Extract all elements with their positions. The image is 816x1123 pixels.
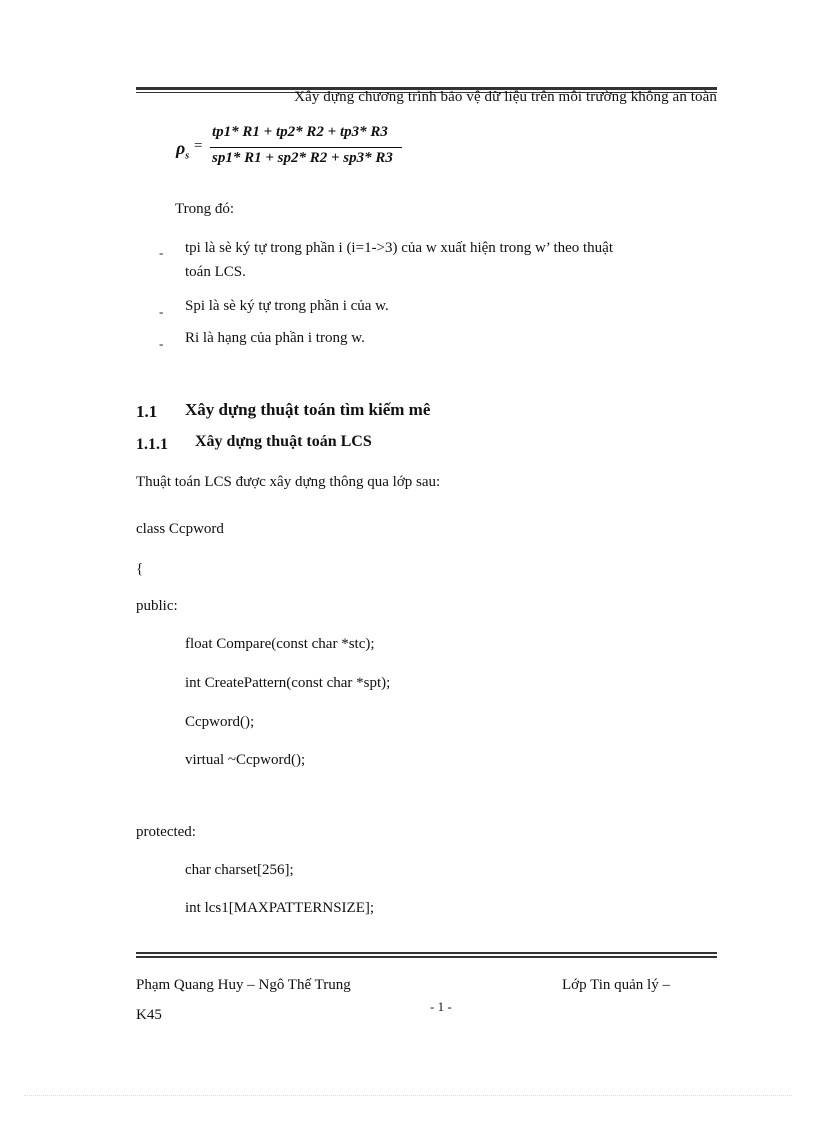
paragraph: Thuật toán LCS được xây dựng thông qua lớp sau: xyxy=(136,474,441,490)
code-line: public: xyxy=(136,598,178,614)
formula-numerator: tp1* R1 + tp2* R2 + tp3* R3 xyxy=(212,124,388,140)
bullet-item: Spi là sè ký tự trong phần i của w. xyxy=(185,298,389,314)
running-header: Xây dựng chương trình bảo vệ dữ liệu trên môi trường không an toàn xyxy=(294,89,717,105)
formula-equals: = xyxy=(194,138,203,154)
footer-rule-top xyxy=(136,952,717,954)
section-number: 1.1 xyxy=(136,402,158,421)
bullet-line: toán LCS. xyxy=(185,264,246,280)
code-line: int lcs1[MAXPATTERNSIZE]; xyxy=(185,900,375,916)
subsection-number: 1.1.1 xyxy=(136,436,168,453)
code-line: Ccpword(); xyxy=(185,714,255,730)
code-line: virtual ~Ccpword(); xyxy=(185,752,306,768)
footer-class-cont: K45 xyxy=(136,1007,162,1023)
bullet-line: tpi là sè ký tự trong phần i (i=1->3) của w xuất hiện trong w’ theo thuật xyxy=(185,240,614,256)
footer-authors: Phạm Quang Huy – Ngô Thế Trung xyxy=(136,977,351,993)
subsection-title: Xây dựng thuật toán LCS xyxy=(195,433,372,450)
page-edge xyxy=(24,1095,792,1096)
bullet-marker: - xyxy=(159,245,164,260)
code-line: float Compare(const char *stc); xyxy=(185,636,375,652)
bullet-item: Ri là hạng của phần i trong w. xyxy=(185,330,365,346)
code-line: protected: xyxy=(136,824,196,840)
code-line: { xyxy=(136,561,144,577)
bullet-item xyxy=(185,236,717,284)
code-line: int CreatePattern(const char *spt); xyxy=(185,675,391,691)
footer-class: Lớp Tin quản lý – xyxy=(562,977,670,993)
formula-denominator: sp1* R1 + sp2* R2 + sp3* R3 xyxy=(212,150,393,166)
code-line: char charset[256]; xyxy=(185,862,294,878)
code-line: class Ccpword xyxy=(136,521,224,537)
formula-lhs: $\rho_s$ xyxy=(176,138,190,162)
section-title: Xây dựng thuật toán tìm kiếm mê xyxy=(185,400,431,419)
page-number: - 1 - xyxy=(430,999,452,1014)
fraction-bar xyxy=(210,147,402,148)
bullet-marker: - xyxy=(159,304,164,319)
intro-text: Trong đó: xyxy=(175,201,235,217)
footer-rule-bottom xyxy=(136,956,717,958)
bullet-marker: - xyxy=(159,336,164,351)
